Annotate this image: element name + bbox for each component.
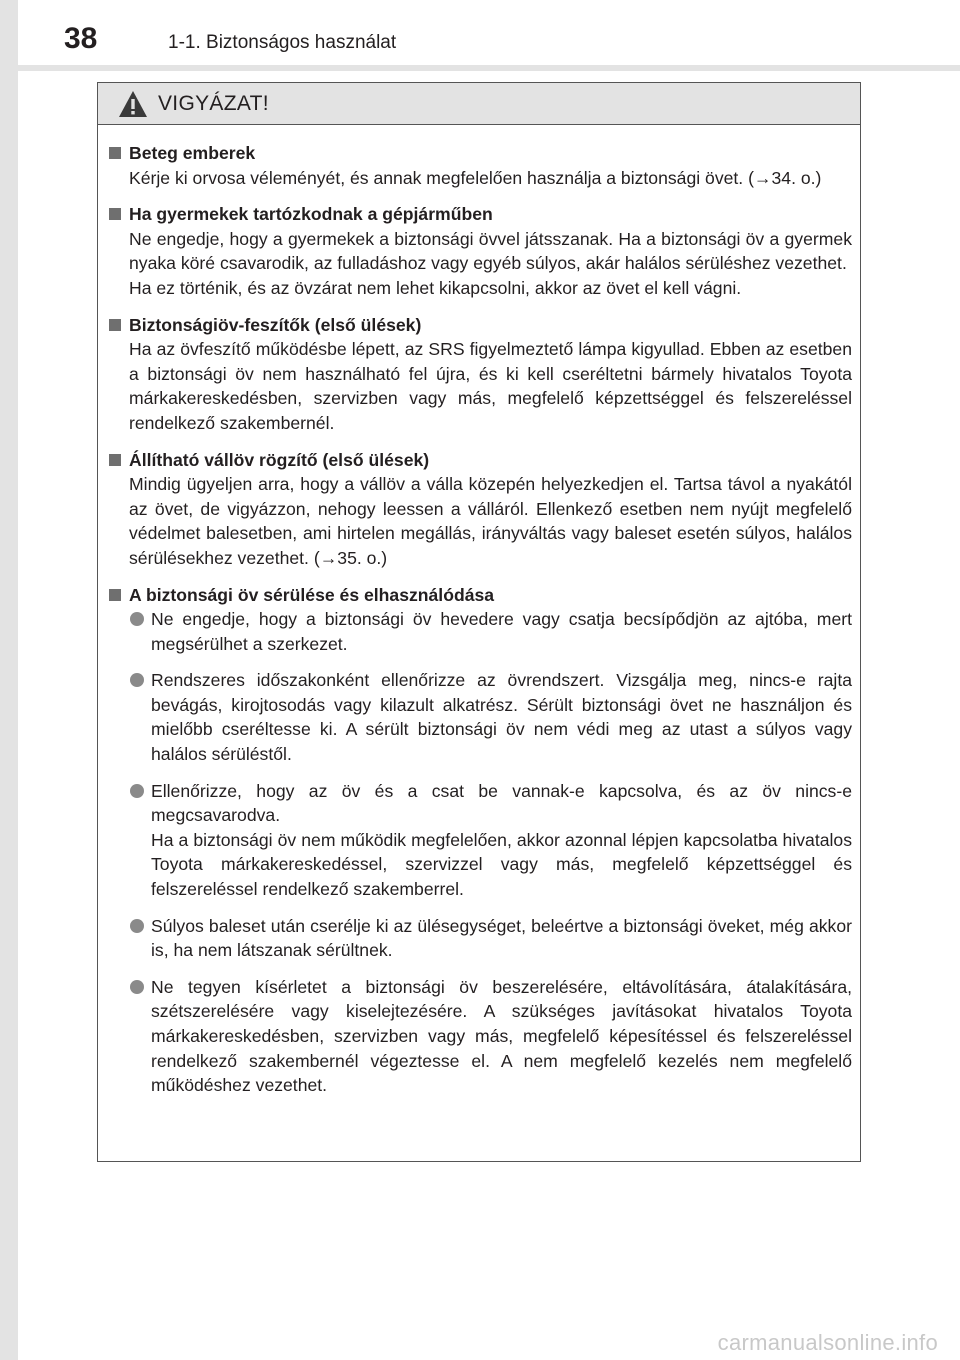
section-heading-text: Biztonságiöv-feszítők (első ülések) xyxy=(129,314,422,335)
section-title: 1-1. Biztonságos használat xyxy=(168,32,397,53)
bullet-item xyxy=(106,914,852,963)
warning-title: VIGYÁZAT! xyxy=(158,91,269,115)
section-paragraph: Ha az övfeszítő működésbe lépett, az SRS figyelmeztető lámpa kigyullad. Ebben az esetben a biztonsági öv nem használható fel újra, és ki kell cseréltetni bármely hivatalos Toyota márkakereskedésben, szervizben vagy más, megfelelő képzettséggel és felszereléssel rendelkező szakembernél. xyxy=(129,339,852,433)
bullet-text: Ha a biztonsági öv nem működik megfelelően, akkor azonnal lépjen kapcsolatba hivatalos Toyota márkakereskedéssel, szervizzel vagy más, megfelelő képzettséggel és felszereléssel rendelkező szakemberrel. xyxy=(151,829,852,900)
section-paragraph: Kérje ki orvosa véleményét, és annak megfelelően használja a biztonsági övet. (→34. o.) xyxy=(129,167,822,188)
section-heading-text: Állítható vállöv rögzítő (első ülések) xyxy=(129,449,430,470)
warning-triangle-icon xyxy=(118,90,148,118)
section-heading xyxy=(106,583,852,608)
square-bullet-icon xyxy=(109,454,121,466)
section-heading xyxy=(106,313,852,338)
warning-section xyxy=(106,313,852,436)
square-bullet-icon xyxy=(109,147,121,159)
section-heading-text: Beteg emberek xyxy=(129,143,256,163)
page-margin-strip xyxy=(0,0,18,1360)
section-paragraph: Mindig ügyeljen arra, hogy a vállöv a válla közepén helyezkedjen el. Tartsa távol a nyakától az övet, de vigyázzon, nehogy leessen a válláról. Ellenkező esetben nem nyújt megfelelő védelmet balesetben, ami hirtelen megállás, irányváltás vagy baleset esetén súlyos, halálos sérülésekhez vezethet. (→35. o.) xyxy=(129,474,852,568)
page-number: 38 xyxy=(64,22,98,55)
watermark: carmanualsonline.info xyxy=(717,1330,938,1355)
square-bullet-icon xyxy=(109,208,121,220)
bullet-item xyxy=(106,668,852,766)
section-paragraph: Ha ez történik, és az övzárat nem lehet kikapcsolni, akkor az övet el kell vágni. xyxy=(129,277,742,298)
bullet-item xyxy=(106,975,852,1098)
header-divider xyxy=(18,65,960,71)
section-heading-text: Ha gyermekek tartózkodnak a gépjárműben xyxy=(129,204,493,225)
bullet-text: Ellenőrizze, hogy az öv és a csat be vannak-e kapcsolva, és az öv nincs-e megcsavarodva. xyxy=(151,780,852,826)
bullet-item xyxy=(106,607,852,656)
round-bullet-icon xyxy=(130,980,144,994)
round-bullet-icon xyxy=(130,612,144,626)
round-bullet-icon xyxy=(130,784,144,798)
warning-body xyxy=(98,125,860,1098)
section-heading-text: A biztonsági öv sérülése és elhasználódása xyxy=(129,584,495,605)
warning-header xyxy=(98,83,860,125)
bullet-text: Ne tegyen kísérletet a biztonsági öv beszerelésére, eltávolítására, átalakítására, szétszerelésére vagy kiselejtezésére. A szükséges javításokat hivatalos Toyota márkakereskedésben, szervizben vagy más, megfelelő képesítéssel és felszereléssel rendelkező szakembernél végeztesse el. A nem megfelelő kezelés nem megfelelő működéshez vezethet. xyxy=(151,976,852,1096)
square-bullet-icon xyxy=(109,589,121,601)
bullet-item xyxy=(106,779,852,902)
bullet-text: Rendszeres időszakonként ellenőrizze az övrendszert. Vizsgálja meg, nincs-e rajta bevágás, kirojtosodás vagy kilazult alkatrész. Sérült biztonsági övet ne használjon és mielőbb cseréltesse ki. A sérült biztonsági öv nem védi meg az utast a súlyos vagy halálos sérüléstől. xyxy=(151,670,852,765)
page-header xyxy=(0,0,960,60)
round-bullet-icon xyxy=(130,673,144,687)
warning-section xyxy=(106,583,852,1098)
warning-section xyxy=(106,448,852,571)
bullet-text: Súlyos baleset után cserélje ki az ülésegységet, beleértve a biztonsági öveket, még akkor is, ha nem látszanak sérültnek. xyxy=(151,915,852,961)
warning-section xyxy=(106,202,852,300)
square-bullet-icon xyxy=(109,319,121,331)
section-heading xyxy=(106,202,852,227)
section-heading xyxy=(106,141,852,166)
section-paragraph: Ne engedje, hogy a gyermekek a biztonsági övvel játsszanak. Ha a biztonsági öv a gyermek nyaka köré csavarodik, az fulladáshoz vagy egyéb súlyos, akár halálos sérüléshez vezethet. xyxy=(129,228,852,274)
section-heading xyxy=(106,448,852,473)
warning-box xyxy=(97,82,861,1162)
round-bullet-icon xyxy=(130,919,144,933)
bullet-text: Ne engedje, hogy a biztonsági öv hevedere vagy csatja becsípődjön az ajtóba, mert megsérülhet a szerkezet. xyxy=(151,609,852,654)
warning-section xyxy=(106,141,852,190)
